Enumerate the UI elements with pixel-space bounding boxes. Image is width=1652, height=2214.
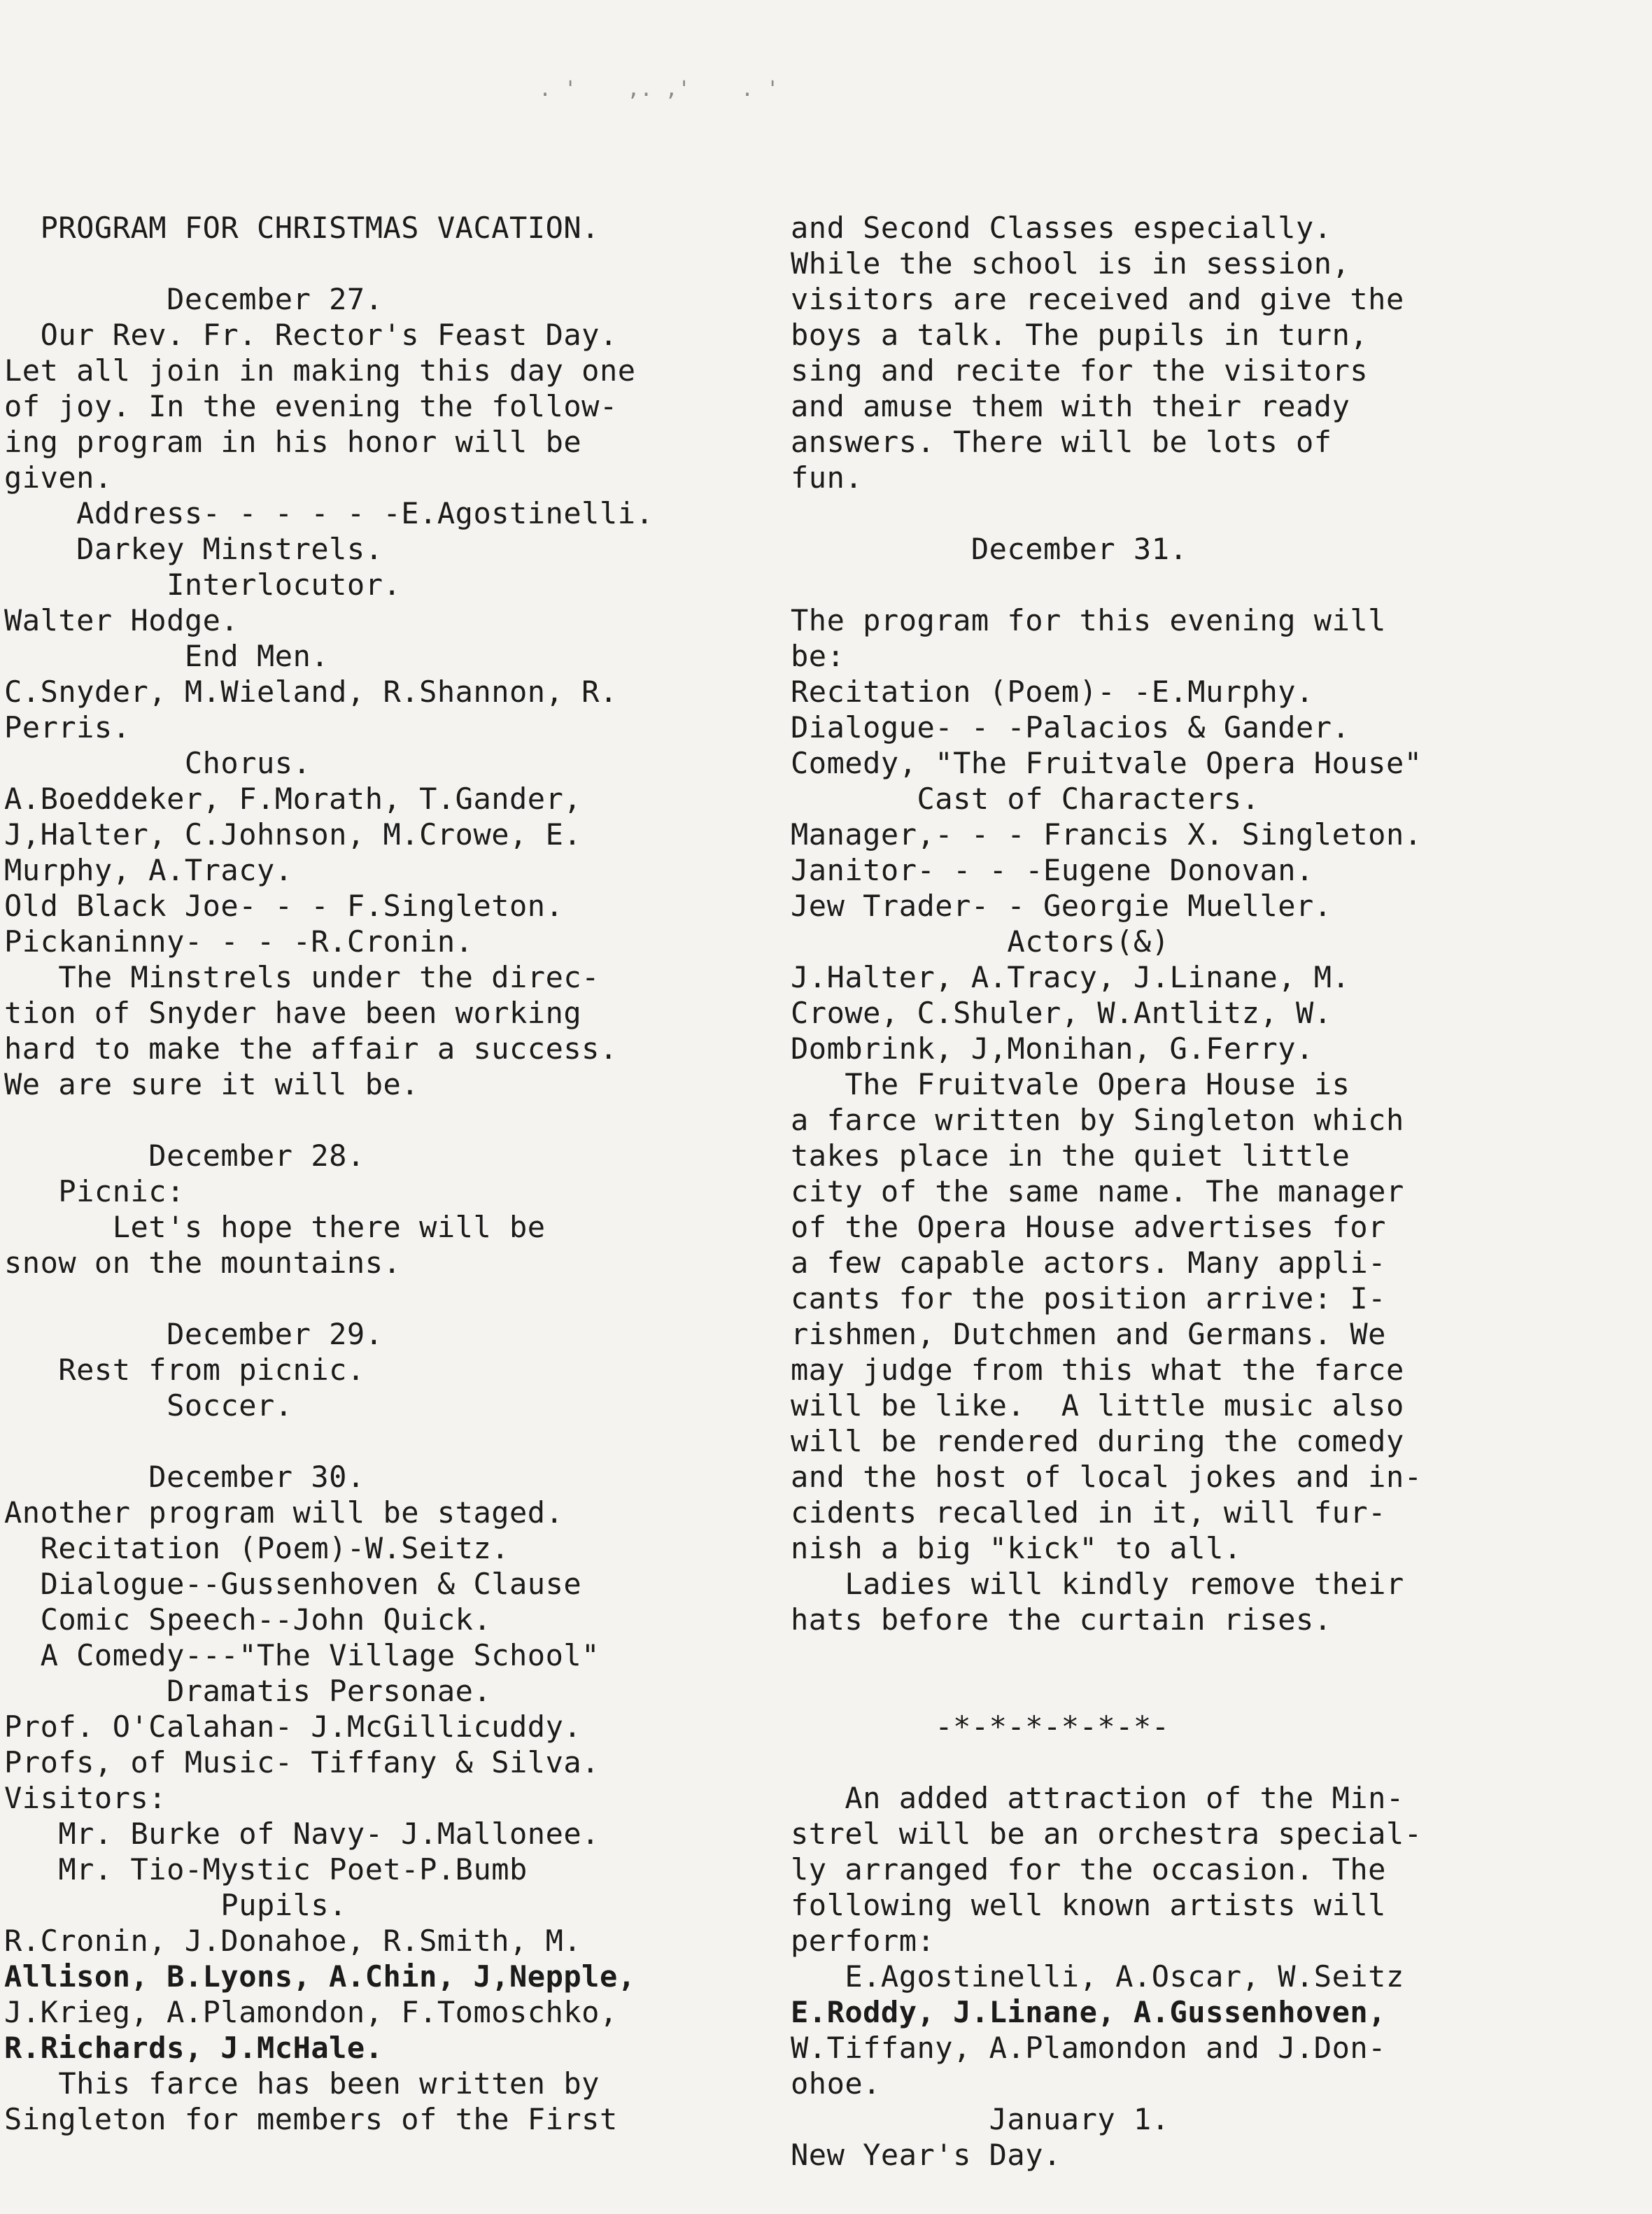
left-column-line: December 28. <box>4 1138 365 1173</box>
left-column-line <box>4 246 781 281</box>
left-column-line: This farce has been written by <box>4 2066 600 2101</box>
left-column-line: Picnic: <box>4 1174 185 1208</box>
right-column-line: sing and recite for the visitors <box>791 353 1369 388</box>
left-column-line: Soccer. <box>4 1388 293 1423</box>
left-column-line: Another program will be staged. <box>4 1495 564 1530</box>
right-column-line: ly arranged for the occasion. The <box>791 1852 1386 1887</box>
left-column-line: Profs, of Music- Tiffany & Silva. <box>4 1745 600 1779</box>
right-column-line: will be rendered during the comedy <box>791 1424 1404 1458</box>
left-column-line: ing program in his honor will be <box>4 425 582 459</box>
right-column-line <box>791 567 1644 602</box>
right-column-line: The Fruitvale Opera House is <box>791 1067 1350 1101</box>
right-column-line: Recitation (Poem)- -E.Murphy. <box>791 675 1314 709</box>
right-column-line: New Year's Day. <box>791 2138 1061 2172</box>
left-column-line: Rest from picnic. <box>4 1353 365 1387</box>
right-column-line: will be like. A little music also <box>791 1388 1404 1423</box>
right-column-line: and the host of local jokes and in- <box>791 1460 1422 1494</box>
right-column-line: -*-*-*-*-*-*- <box>791 1709 1170 1744</box>
left-column-line: December 27. <box>4 282 383 316</box>
left-column-line: Interlocutor. <box>4 567 402 602</box>
right-column-line: Dombrink, J,Monihan, G.Ferry. <box>791 1031 1314 1066</box>
right-column-line: E.Agostinelli, A.Oscar, W.Seitz <box>791 1959 1404 1994</box>
left-column-line: PROGRAM FOR CHRISTMAS VACATION. <box>4 211 600 245</box>
right-column-line: a few capable actors. Many appli- <box>791 1246 1386 1280</box>
left-column-line: Let all join in making this day one <box>4 353 636 388</box>
left-column-line: Murphy, A.Tracy. <box>4 853 293 887</box>
left-column-line: R.Richards, J.McHale. <box>4 2031 383 2065</box>
left-column-line: of joy. In the evening the follow- <box>4 389 618 423</box>
right-column-line: An added attraction of the Min- <box>791 1781 1404 1815</box>
left-column-line: A Comedy---"The Village School" <box>4 1638 600 1672</box>
left-column-line: Our Rev. Fr. Rector's Feast Day. <box>4 318 618 352</box>
left-column-line: R.Cronin, J.Donahoe, R.Smith, M. <box>4 1924 582 1958</box>
left-column-line: snow on the mountains. <box>4 1246 402 1280</box>
left-column-line: Darkey Minstrels. <box>4 532 383 566</box>
left-column-line: hard to make the affair a success. <box>4 1031 618 1066</box>
right-column-line: and Second Classes especially. <box>791 211 1332 245</box>
right-column-line: of the Opera House advertises for <box>791 1210 1386 1244</box>
right-column-line: Jew Trader- - Georgie Mueller. <box>791 889 1332 923</box>
right-column-line: cidents recalled in it, will fur- <box>791 1495 1386 1530</box>
left-column-line: Mr. Tio-Mystic Poet-P.Bumb <box>4 1852 528 1887</box>
left-column-line <box>4 1102 781 1138</box>
left-column-line: End Men. <box>4 639 330 673</box>
left-column-line: Singleton for members of the First <box>4 2102 618 2136</box>
right-column-line: takes place in the quiet little <box>791 1138 1350 1173</box>
right-column-line: J.Halter, A.Tracy, J.Linane, M. <box>791 960 1350 994</box>
right-column-line: a farce written by Singleton which <box>791 1103 1404 1137</box>
right-column-line: Cast of Characters. <box>791 782 1260 816</box>
right-column-line: nish a big "kick" to all. <box>791 1531 1242 1565</box>
right-column-line: strel will be an orchestra special- <box>791 1817 1422 1851</box>
left-column-line: December 30. <box>4 1460 365 1494</box>
left-column-line: J.Krieg, A.Plamondon, F.Tomoschko, <box>4 1995 618 2029</box>
right-column-line: visitors are received and give the <box>791 282 1404 316</box>
right-column-line: Comedy, "The Fruitvale Opera House" <box>791 746 1422 780</box>
left-column-line: The Minstrels under the direc- <box>4 960 600 994</box>
left-column-line: Visitors: <box>4 1781 167 1815</box>
left-column-line: Pickaninny- - - -R.Cronin. <box>4 924 474 959</box>
left-column-line: Let's hope there will be <box>4 1210 546 1244</box>
right-column <box>791 210 1644 2173</box>
left-column-line: J,Halter, C.Johnson, M.Crowe, E. <box>4 817 582 852</box>
left-column-line: Allison, B.Lyons, A.Chin, J,Nepple, <box>4 1959 636 1994</box>
left-column-line: given. <box>4 460 113 495</box>
right-column-line: answers. There will be lots of <box>791 425 1332 459</box>
right-column-line: E.Roddy, J.Linane, A.Gussenhoven, <box>791 1995 1386 2029</box>
left-column-line: Recitation (Poem)-W.Seitz. <box>4 1531 510 1565</box>
right-column-line: Actors(&) <box>791 924 1170 959</box>
ink-specks: . ' ,. ,' . ' <box>539 77 779 101</box>
right-column-line: following well known artists will <box>791 1888 1386 1922</box>
left-column-line: tion of Snyder have been working <box>4 996 582 1030</box>
left-column-line <box>4 1423 781 1459</box>
right-column-line: boys a talk. The pupils in turn, <box>791 318 1369 352</box>
left-column-line: C.Snyder, M.Wieland, R.Shannon, R. <box>4 675 618 709</box>
right-column-line: While the school is in session, <box>791 246 1350 281</box>
right-column-line <box>791 1637 1644 1673</box>
right-column-line: The program for this evening will <box>791 603 1386 637</box>
right-column-line: Dialogue- - -Palacios & Gander. <box>791 710 1350 745</box>
right-column-line: December 31. <box>791 532 1188 566</box>
left-column-line: Prof. O'Calahan- J.McGillicuddy. <box>4 1709 582 1744</box>
left-column-line: Dialogue--Gussenhoven & Clause <box>4 1567 582 1601</box>
left-column-line: December 29. <box>4 1317 383 1351</box>
left-column-line: Old Black Joe- - - F.Singleton. <box>4 889 564 923</box>
right-column-line <box>791 1673 1644 1709</box>
right-column-line: January 1. <box>791 2102 1170 2136</box>
right-column-line: Ladies will kindly remove their <box>791 1567 1404 1601</box>
right-column-line: fun. <box>791 460 863 495</box>
right-column-line: cants for the position arrive: I- <box>791 1281 1386 1316</box>
left-column-line: Walter Hodge. <box>4 603 239 637</box>
left-column-line <box>4 1281 781 1316</box>
left-column-line: Comic Speech--John Quick. <box>4 1602 492 1637</box>
right-column-line: ohoe. <box>791 2066 881 2101</box>
right-column-line <box>791 1744 1644 1780</box>
left-column-line: Chorus. <box>4 746 311 780</box>
left-column <box>4 210 781 2137</box>
right-column-line: Janitor- - - -Eugene Donovan. <box>791 853 1314 887</box>
left-column-line: A.Boeddeker, F.Morath, T.Gander, <box>4 782 582 816</box>
right-column-line <box>791 495 1644 531</box>
right-column-line: W.Tiffany, A.Plamondon and J.Don- <box>791 2031 1386 2065</box>
left-column-line: Pupils. <box>4 1888 347 1922</box>
right-column-line: and amuse them with their ready <box>791 389 1350 423</box>
right-column-line: may judge from this what the farce <box>791 1353 1404 1387</box>
left-column-line: Dramatis Personae. <box>4 1674 492 1708</box>
left-column-line: We are sure it will be. <box>4 1067 420 1101</box>
left-column-line: Address- - - - - -E.Agostinelli. <box>4 496 654 530</box>
right-column-line: city of the same name. The manager <box>791 1174 1404 1208</box>
right-column-line: perform: <box>791 1924 936 1958</box>
left-column-line: Perris. <box>4 710 131 745</box>
left-column-line: Mr. Burke of Navy- J.Mallonee. <box>4 1817 600 1851</box>
right-column-line: Manager,- - - Francis X. Singleton. <box>791 817 1422 852</box>
right-column-line: hats before the curtain rises. <box>791 1602 1332 1637</box>
right-column-line: be: <box>791 639 845 673</box>
right-column-line: rishmen, Dutchmen and Germans. We <box>791 1317 1386 1351</box>
right-column-line: Crowe, C.Shuler, W.Antlitz, W. <box>791 996 1332 1030</box>
